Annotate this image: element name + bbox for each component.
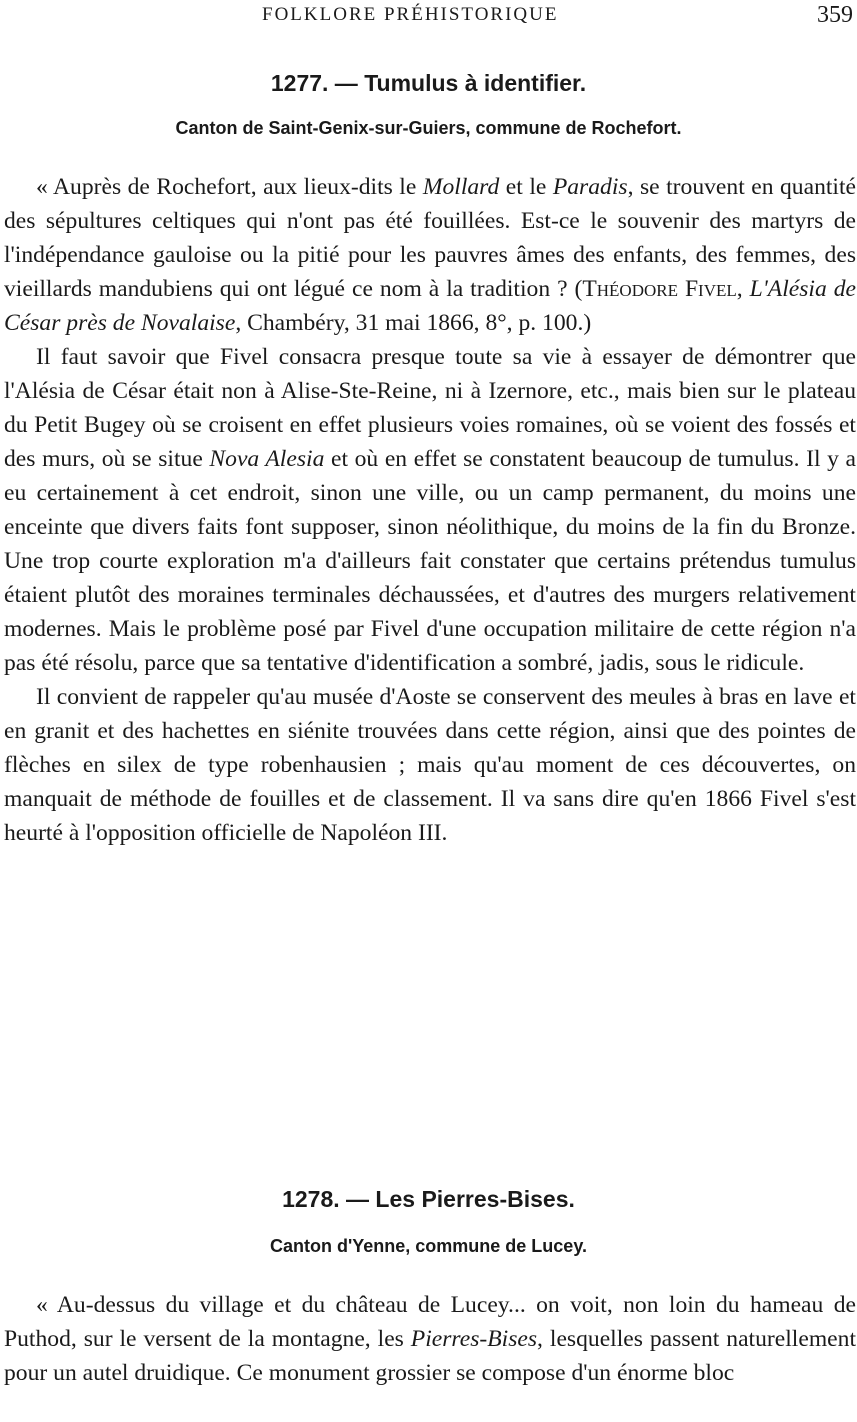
- text-run: Il faut savoir que Fivel consacra presque toute sa vie à essayer de démontrer que l'Alésia de César était non à Alise-Ste-Reine, ni à Izernore, etc., mais bien sur le plateau du Petit Bugey où se croisent en effet plusieurs voies romaines, où se voient des fossés et des murs, où se situe: [4, 344, 856, 472]
- paragraph: [4, 170, 856, 340]
- text-run: , lesquelles passent naturellement pour un autel druidique. Ce monument grossier se compose d'un énorme bloc: [4, 1326, 856, 1386]
- author-name: Théodore Fivel: [582, 276, 737, 302]
- book-title: L'Alésia de César près de Novalaise: [4, 276, 857, 336]
- paragraph: [4, 1288, 856, 1390]
- section-1277-subtitle: Canton de Saint-Genix-sur-Guiers, commune de Rochefort.: [175, 118, 682, 138]
- paragraph: [4, 340, 856, 680]
- paragraph: Il convient de rappeler qu'au musée d'Aoste se conservent des meules à bras en lave et en granit et des hachettes en siénite trouvées dans cette région, ainsi que des pointes de flèches en silex de type robenhausien ; mais qu'au moment de ces découvertes, on manquait de méthode de fouilles et de classement. Il va sans dire qu'en 1866 Fivel s'est heurté à l'opposition officielle de Napoléon III.: [4, 684, 856, 846]
- text-run: et le: [499, 174, 553, 200]
- text-run: et où en effet se constatent beaucoup de tumulus. Il y a eu certainement à cet endroit, sinon une ville, ou un camp permanent, du moins une enceinte que divers faits font supposer, sinon néolithique, du moins de la fin du Bronze. Une trop courte exploration m'a d'ailleurs fait constater que certains prétendus tumulus étaient plutôt des moraines terminales déchaussées, et d'autres des murgers relativement modernes. Mais le problème posé par Fivel d'une occupation militaire de cette région n'a pas été résolu, parce que sa tentative d'identification a sombré, jadis, sous le ridicule.: [4, 446, 856, 676]
- text-run: « Auprès de Rochefort, aux lieux-dits le: [36, 174, 423, 200]
- running-header: [0, 2, 857, 30]
- section-1277-body: [4, 170, 856, 850]
- section-1278-body: [4, 1288, 856, 1390]
- text-run: , se trouvent en quantité des sépultures celtiques qui n'ont pas été fouillées. Est-ce le souvenir des martyrs de l'indépendance gauloise ou la pitié pour les pauvres âmes des enfants, des femmes, des vieillards mandubiens qui ont légué ce nom à la tradition ? (: [4, 174, 857, 302]
- text-run: , Chambéry, 31 mai 1866, 8°, p. 100.): [235, 310, 592, 336]
- page-number: 359: [817, 2, 853, 28]
- italic-place-name: Pierres-Bises: [410, 1326, 538, 1352]
- running-title: FOLKLORE PRÉHISTORIQUE: [262, 4, 559, 25]
- text-run: « Au-dessus du village et du château de Lucey... on voit, non loin du hameau de Puthod, sur le versent de la montagne, les: [4, 1292, 856, 1352]
- italic-place-name: Nova Alesia: [209, 446, 325, 472]
- section-1278-title: 1278. — Les Pierres-Bises.: [282, 1186, 575, 1212]
- section-1277-title: 1277. — Tumulus à identifier.: [270, 70, 587, 96]
- italic-place-name: Paradis: [552, 174, 628, 200]
- italic-place-name: Mollard: [422, 174, 500, 200]
- section-1278-subtitle: Canton d'Yenne, commune de Lucey.: [269, 1236, 587, 1256]
- text-run: ,: [736, 276, 750, 302]
